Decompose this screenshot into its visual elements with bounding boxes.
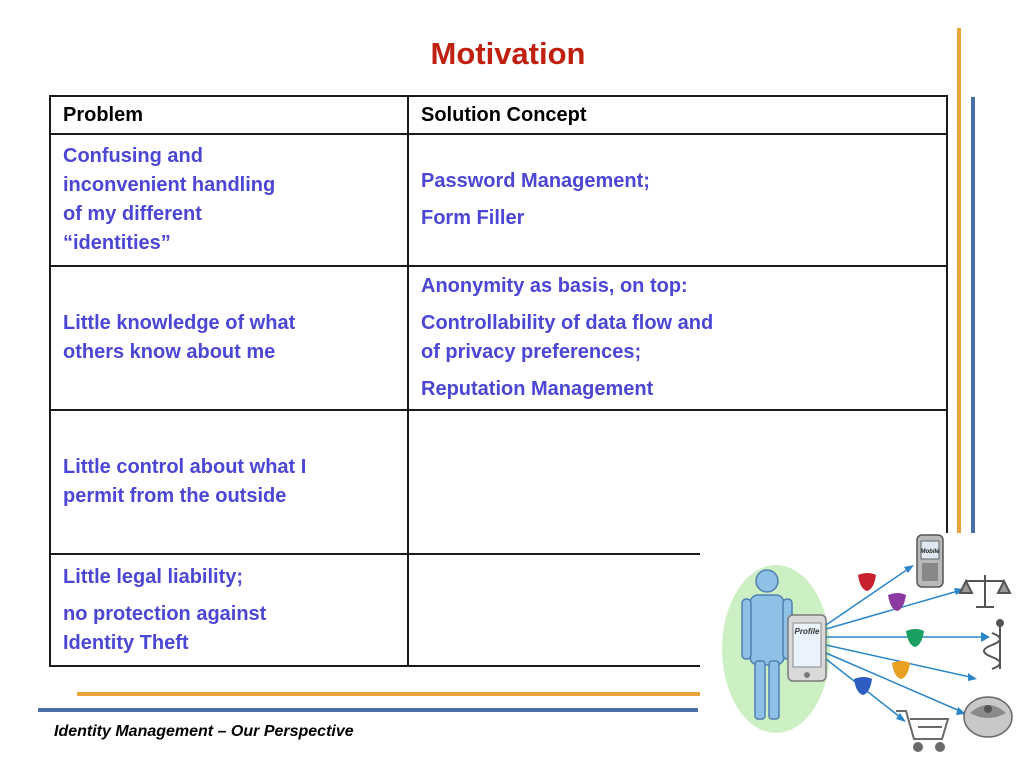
solution-line: Controllability of data flow and <box>421 312 714 334</box>
problem-line: “identities” <box>63 232 171 254</box>
problem-line: Confusing and <box>63 145 203 167</box>
column-header-problem: Problem <box>50 96 408 134</box>
problem-line: no protection against <box>63 602 267 625</box>
solution-cell <box>408 134 947 266</box>
identity-illustration-graphic <box>700 533 1024 768</box>
profile-card-icon <box>788 615 826 681</box>
solution-line: Password Management; <box>421 170 650 192</box>
theater-mask-icon <box>854 573 924 695</box>
slide-footer: Identity Management – Our Perspective <box>54 723 354 740</box>
caduceus-icon <box>984 620 1003 669</box>
scales-icon <box>960 575 1010 607</box>
phone-label: Mobile <box>920 549 940 555</box>
problem-cell <box>50 266 408 410</box>
problem-line: Little legal liability; <box>63 565 244 588</box>
problem-line: others know about me <box>63 341 276 363</box>
solution-line: of privacy preferences; <box>421 341 642 363</box>
identity-illustration <box>700 533 1024 768</box>
problem-line: Little knowledge of what <box>63 312 296 334</box>
solution-line: Form Filler <box>421 207 525 229</box>
solution-line: Anonymity as basis, on top: <box>421 275 688 297</box>
table-row <box>50 266 947 410</box>
problem-line: inconvenient handling <box>63 174 276 196</box>
eagle-seal-icon <box>964 697 1012 737</box>
problem-line: permit from the outside <box>63 485 287 507</box>
problem-cell <box>50 410 408 554</box>
solution-cell <box>408 266 947 410</box>
table-header-row <box>50 96 947 134</box>
decorative-blue-horizontal-line <box>38 708 698 712</box>
problem-line: Little control about what I <box>63 456 307 478</box>
mobile-phone-icon <box>917 535 943 587</box>
problem-line: of my different <box>63 203 202 225</box>
decorative-blue-vertical-line <box>971 97 975 557</box>
profile-label: Profile <box>794 627 820 636</box>
solution-line: Reputation Management <box>421 378 654 400</box>
shopping-cart-icon <box>896 711 948 751</box>
problem-cell <box>50 554 408 666</box>
table-row <box>50 134 947 266</box>
decorative-orange-vertical-line <box>957 28 961 548</box>
problem-cell <box>50 134 408 266</box>
slide-title: Motivation <box>430 36 586 71</box>
problem-line: Identity Theft <box>63 631 189 654</box>
arrow-heads <box>896 565 990 722</box>
column-header-solution: Solution Concept <box>408 96 947 134</box>
decorative-orange-horizontal-line <box>77 692 757 696</box>
